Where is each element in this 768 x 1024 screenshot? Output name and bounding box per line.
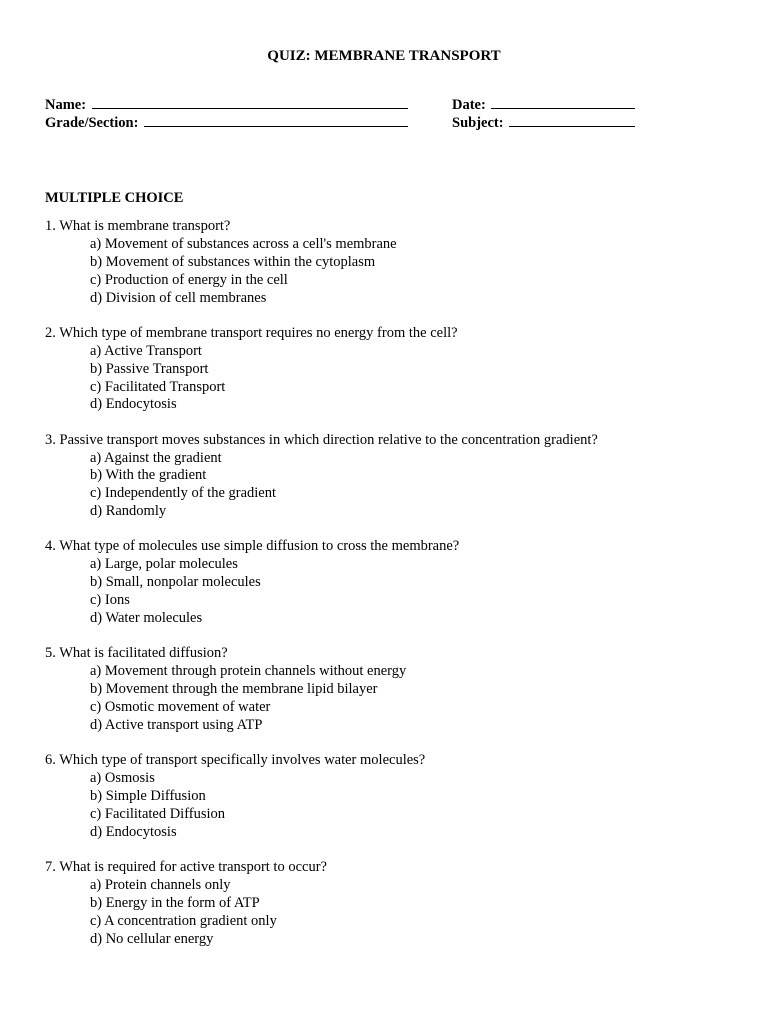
- option-d[interactable]: d) No cellular energy: [90, 930, 214, 947]
- option-b[interactable]: b) Movement of substances within the cytoplasm: [90, 253, 376, 270]
- option-list: [45, 236, 735, 308]
- option-d[interactable]: d) Endocytosis: [90, 396, 177, 413]
- option-list: [45, 877, 735, 949]
- option-d[interactable]: d) Active transport using ATP: [90, 716, 263, 733]
- option-b[interactable]: b) Energy in the form of ATP: [90, 894, 260, 911]
- option-c[interactable]: c) Osmotic movement of water: [90, 699, 271, 716]
- option-a[interactable]: a) Protein channels only: [90, 876, 231, 893]
- grade-section-field[interactable]: [45, 112, 408, 132]
- question-list: [45, 218, 735, 966]
- question-4: [45, 538, 735, 628]
- option-b[interactable]: b) Passive Transport: [90, 360, 209, 377]
- question-text: 1. What is membrane transport?: [45, 218, 231, 234]
- option-a[interactable]: a) Movement of substances across a cell's membrane: [90, 235, 397, 252]
- date-field[interactable]: [452, 94, 635, 114]
- option-list: [45, 343, 735, 415]
- question-text: 4. What type of molecules use simple diffusion to cross the membrane?: [45, 538, 460, 555]
- option-d[interactable]: d) Endocytosis: [90, 823, 177, 840]
- option-b[interactable]: b) Simple Diffusion: [90, 787, 206, 804]
- section-heading: MULTIPLE CHOICE: [45, 190, 184, 206]
- option-b[interactable]: b) Small, nonpolar molecules: [90, 574, 261, 591]
- date-blank-line[interactable]: [491, 94, 635, 109]
- question-text: 7. What is required for active transport to occur?: [45, 858, 327, 875]
- option-d[interactable]: d) Water molecules: [90, 610, 203, 627]
- option-c[interactable]: c) Independently of the gradient: [90, 485, 277, 502]
- option-c[interactable]: c) Facilitated Diffusion: [90, 805, 226, 822]
- option-list: [45, 450, 735, 522]
- option-c[interactable]: c) Production of energy in the cell: [90, 271, 288, 288]
- option-d[interactable]: d) Randomly: [90, 503, 167, 520]
- question-text: 5. What is facilitated diffusion?: [45, 645, 228, 662]
- date-label: Date:: [452, 97, 486, 113]
- option-b[interactable]: b) With the gradient: [90, 467, 207, 484]
- question-text: 3. Passive transport moves substances in which direction relative to the concentration gradient?: [45, 431, 598, 448]
- option-list: [45, 556, 735, 628]
- option-a[interactable]: a) Osmosis: [90, 770, 155, 787]
- option-a[interactable]: a) Active Transport: [90, 342, 202, 359]
- option-d[interactable]: d) Division of cell membranes: [90, 289, 267, 306]
- subject-field[interactable]: [452, 112, 635, 132]
- option-b[interactable]: b) Movement through the membrane lipid bilayer: [90, 681, 378, 698]
- name-field[interactable]: [45, 94, 408, 114]
- option-a[interactable]: a) Large, polar molecules: [90, 556, 238, 573]
- question-text: 6. Which type of transport specifically involves water molecules?: [45, 752, 426, 769]
- question-1: [45, 218, 735, 308]
- option-a[interactable]: a) Against the gradient: [90, 449, 222, 466]
- question-5: [45, 645, 735, 735]
- question-2: [45, 325, 735, 415]
- option-list: [45, 770, 735, 842]
- option-c[interactable]: c) A concentration gradient only: [90, 912, 277, 929]
- subject-blank-line[interactable]: [509, 112, 635, 127]
- name-label: Name:: [45, 97, 87, 113]
- grade-section-label: Grade/Section:: [45, 115, 139, 131]
- question-3: [45, 432, 735, 522]
- option-c[interactable]: c) Facilitated Transport: [90, 378, 226, 395]
- question-text: 2. Which type of membrane transport requires no energy from the cell?: [45, 324, 458, 341]
- option-c[interactable]: c) Ions: [90, 592, 130, 609]
- name-blank-line[interactable]: [92, 94, 408, 109]
- question-6: [45, 752, 735, 842]
- quiz-title: QUIZ: MEMBRANE TRANSPORT: [267, 48, 501, 64]
- grade-section-blank-line[interactable]: [144, 112, 408, 127]
- option-a[interactable]: a) Movement through protein channels without energy: [90, 663, 407, 680]
- option-list: [45, 663, 735, 735]
- question-7: [45, 859, 735, 949]
- subject-label: Subject:: [452, 115, 504, 131]
